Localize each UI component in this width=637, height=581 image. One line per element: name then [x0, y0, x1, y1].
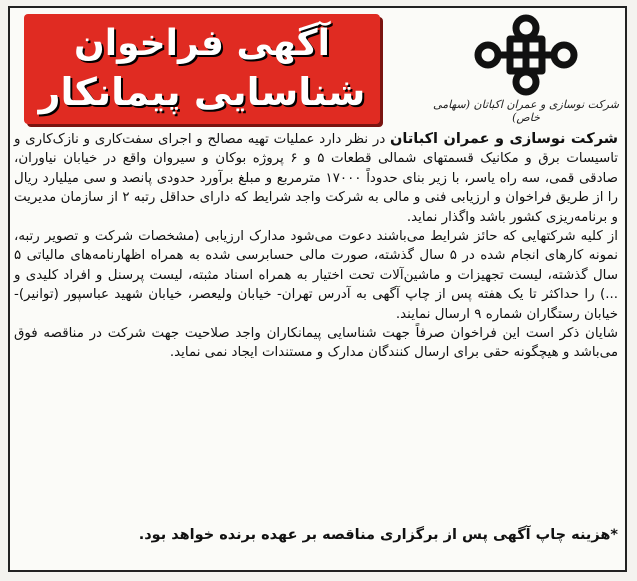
- title-banner: [24, 14, 380, 124]
- ad-body: [14, 130, 618, 363]
- company-logo: [431, 14, 621, 126]
- paragraph-invitation: از کلیه شرکتهایی که حائز شرایط می‌باشند دعوت می‌شود مدارک ارزیابی (مشخصات شرکت و تصویر رتبه، نمونه کارهای انجام شده در ۵ سال گذشته، صورت مالی حسابرسی شده به همراه اظهارنامه‌های مالیاتی ۵ سال گذشته، لیست تجهیزات و ماشین‌آلات تحت اختیار به همراه اسناد مثبته، لیست پرسنل و افراد کلیدی و ...) را حداکثر تا یک هفته پس از چاپ آگهی به آدرس تهران- خیابان ولیعصر، خیابان شهید عباسپور (توانیر)- خیابان رستگاران شماره ۹ ارسال نمایند.: [14, 229, 618, 322]
- knot-logo-icon: [466, 14, 586, 96]
- paragraph-intro: [14, 130, 618, 227]
- paragraph-disclaimer: شایان ذکر است این فراخوان صرفاً جهت شناسایی پیمانکاران واجد صلاحیت جهت شرکت در مناقصه فوق می‌باشد و هیچگونه حقی برای ارسال کنندگان مدارک و مستندات ایجاد نمی نماید.: [14, 326, 618, 361]
- footer-note: *هزینه چاپ آگهی پس از برگزاری مناقصه بر عهده برنده خواهد بود.: [138, 527, 618, 543]
- logo-caption: شرکت نوسازی و عمران اکباتان (سهامی خاص): [433, 98, 619, 124]
- intro-text: در نظر دارد عملیات تهیه مصالح و اجرای سفت‌کاری و نازک‌کاری و تاسیسات برق و مکانیک قسمتهای شمالی قطعات ۵ و ۶ پروژه بوکان و سیروان واقع در خیابان نیاوران، صادقی قمی، سه راه یاسر، با زیر بنای حدوداً ۱۷۰۰۰ مترمربع و مبلغ برآورد حدودی پانصد و سی میلیارد ریال را از طریق فراخوان و ارزیابی فنی و مالی به شرکت واجد شرایط که دارای حداقل رتبه ۲ از سازمان مدیریت و برنامه‌ریزی کشور باشد واگذار نماید.: [14, 132, 619, 225]
- title-line-2: شناسایی پیمانکار: [38, 70, 366, 114]
- title-line-1: آگهی فراخوان: [74, 23, 330, 64]
- company-name: شرکت نوسازی و عمران اکباتان: [390, 131, 618, 147]
